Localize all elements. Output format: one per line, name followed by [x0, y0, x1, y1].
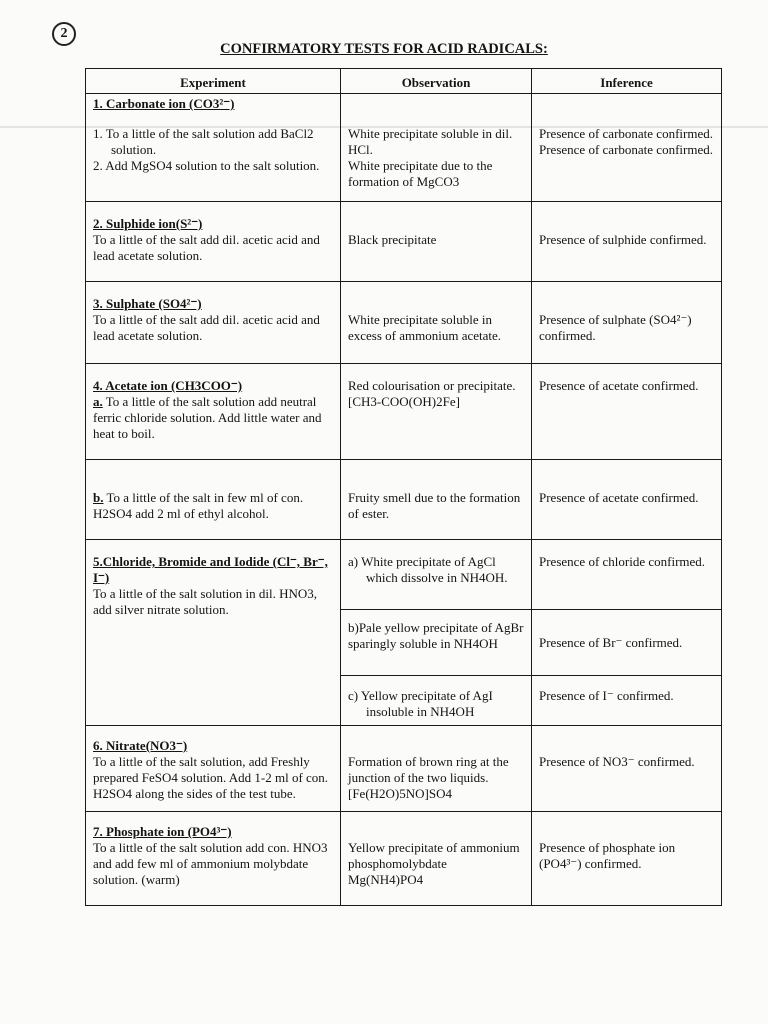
halide-observation-c: [341, 676, 532, 726]
carbonate-obs-1: White precipitate soluble in dil. HCl.: [348, 126, 513, 157]
phosphate-obs: Yellow precipitate of ammonium phosphomolybdate Mg(NH4)PO4: [348, 840, 520, 887]
halide-inf-c: Presence of I⁻ confirmed.: [539, 688, 674, 703]
acetate-observation-a: [341, 364, 532, 460]
sulphate-observation: [341, 282, 532, 364]
sulphate-inference: [532, 282, 722, 364]
sulphide-inference: [532, 202, 722, 282]
sulphate-inf: Presence of sulphate (SO4²⁻) confirmed.: [539, 312, 692, 343]
acetate-obs-a: Red colourisation or precipitate.: [348, 378, 516, 393]
sulphide-obs: Black precipitate: [348, 232, 437, 247]
sulphate-title: 3. Sulphate (SO4²⁻): [93, 296, 202, 311]
nitrate-experiment: [86, 726, 341, 812]
header-inference: Inference: [532, 69, 722, 94]
sulphide-title: 2. Sulphide ion(S²⁻): [93, 216, 203, 231]
carbonate-observation: [341, 94, 532, 202]
acetate-experiment-b: [86, 460, 341, 540]
acetate-exp-b-text: To a little of the salt in few ml of con. H2SO4 add 2 ml of ethyl alcohol.: [93, 490, 304, 521]
acetate-exp-a-letter: a.: [93, 394, 103, 409]
phosphate-inference: [532, 812, 722, 906]
table-row-nitrate: [86, 726, 722, 812]
table-row-halide-a: [86, 540, 722, 610]
sulphide-inf: Presence of sulphide confirmed.: [539, 232, 707, 247]
nitrate-observation: [341, 726, 532, 812]
halide-inference-c: [532, 676, 722, 726]
table-header-row: [86, 69, 722, 94]
halide-exp: To a little of the salt solution in dil. HNO3, add silver nitrate solution.: [93, 586, 318, 617]
phosphate-observation: [341, 812, 532, 906]
nitrate-obs: Formation of brown ring at the junction of the two liquids.: [348, 754, 509, 785]
header-experiment: Experiment: [86, 69, 341, 94]
carbonate-exp-1: 1. To a little of the salt solution add BaCl2 solution.: [93, 126, 314, 157]
acetate-exp-b-letter: b.: [93, 490, 104, 505]
acetate-exp-b: [93, 490, 333, 522]
table-row-acetate-b: [86, 460, 722, 540]
carbonate-title: 1. Carbonate ion (CO3²⁻): [93, 96, 235, 111]
halide-obs-c: c) Yellow precipitate of AgI insoluble in NH4OH: [348, 688, 493, 719]
acetate-observation-b: [341, 460, 532, 540]
sulphide-experiment: [86, 202, 341, 282]
sulphide-exp: To a little of the salt add dil. acetic acid and lead acetate solution.: [93, 232, 320, 263]
table-row-sulphide: [86, 202, 722, 282]
acid-radicals-table: [85, 68, 722, 906]
phosphate-exp: To a little of the salt solution add con. HNO3 and add few ml of ammonium molybdate solution. (warm): [93, 840, 328, 887]
phosphate-experiment: [86, 812, 341, 906]
halide-observation-a: [341, 540, 532, 610]
carbonate-inf-1: Presence of carbonate confirmed.: [539, 126, 713, 141]
sulphate-obs: White precipitate soluble in excess of ammonium acetate.: [348, 312, 502, 343]
acetate-experiment-a: [86, 364, 341, 460]
carbonate-inference: [532, 94, 722, 202]
table-row-phosphate: [86, 812, 722, 906]
sulphide-observation: [341, 202, 532, 282]
acetate-title: 4. Acetate ion (CH3COO⁻): [93, 378, 243, 393]
page-number: 2: [52, 22, 76, 46]
page-title: CONFIRMATORY TESTS FOR ACID RADICALS:: [220, 41, 548, 57]
halide-inf-a: Presence of chloride confirmed.: [539, 554, 706, 569]
halide-title: 5.Chloride, Bromide and Iodide (Cl⁻, Br⁻, I⁻): [93, 554, 328, 585]
acetate-exp-a: [93, 394, 333, 442]
sulphate-experiment: [86, 282, 341, 364]
nitrate-obs-formula: [Fe(H2O)5NO]SO4: [348, 786, 452, 801]
nitrate-inf: Presence of NO3⁻ confirmed.: [539, 754, 695, 769]
halide-inference-a: [532, 540, 722, 610]
halide-obs-a: a) White precipitate of AgCl which dissolve in NH4OH.: [348, 554, 508, 585]
carbonate-obs-2: White precipitate due to the formation of MgCO3: [348, 158, 493, 189]
acetate-inf-b: Presence of acetate confirmed.: [539, 490, 699, 505]
halide-inference-b: [532, 610, 722, 676]
acetate-inf-a: Presence of acetate confirmed.: [539, 378, 699, 393]
acetate-obs-b: Fruity smell due to the formation of ester.: [348, 490, 521, 521]
carbonate-exp-2: 2. Add MgSO4 solution to the salt solution.: [93, 158, 320, 173]
carbonate-experiment: [86, 94, 341, 202]
header-observation: Observation: [341, 69, 532, 94]
nitrate-title: 6. Nitrate(NO3⁻): [93, 738, 188, 753]
acetate-exp-a-text: To a little of the salt solution add neutral ferric chloride solution. Add little water and heat to boil.: [93, 394, 322, 441]
halide-inf-b: Presence of Br⁻ confirmed.: [539, 634, 683, 650]
halide-observation-b: [341, 610, 532, 676]
acetate-inference-a: [532, 364, 722, 460]
sulphate-exp: To a little of the salt add dil. acetic acid and lead acetate solution.: [93, 312, 320, 343]
nitrate-inference: [532, 726, 722, 812]
phosphate-inf: Presence of phosphate ion (PO4³⁻) confirmed.: [539, 840, 676, 871]
acetate-obs-a-formula: [CH3-COO(OH)2Fe]: [348, 394, 460, 409]
table-row-sulphate: [86, 282, 722, 364]
nitrate-exp: To a little of the salt solution, add Freshly prepared FeSO4 solution. Add 1-2 ml of con. H2SO4 along the sides of the test tube.: [93, 754, 329, 801]
table-row-carbonate: [86, 94, 722, 202]
table-row-acetate-a: [86, 364, 722, 460]
halide-obs-b: b)Pale yellow precipitate of AgBr sparingly soluble in NH4OH: [348, 620, 524, 651]
carbonate-inf-2: Presence of carbonate confirmed.: [539, 142, 713, 157]
acetate-inference-b: [532, 460, 722, 540]
phosphate-title: 7. Phosphate ion (PO4³⁻): [93, 824, 232, 839]
halide-experiment: [86, 540, 341, 726]
